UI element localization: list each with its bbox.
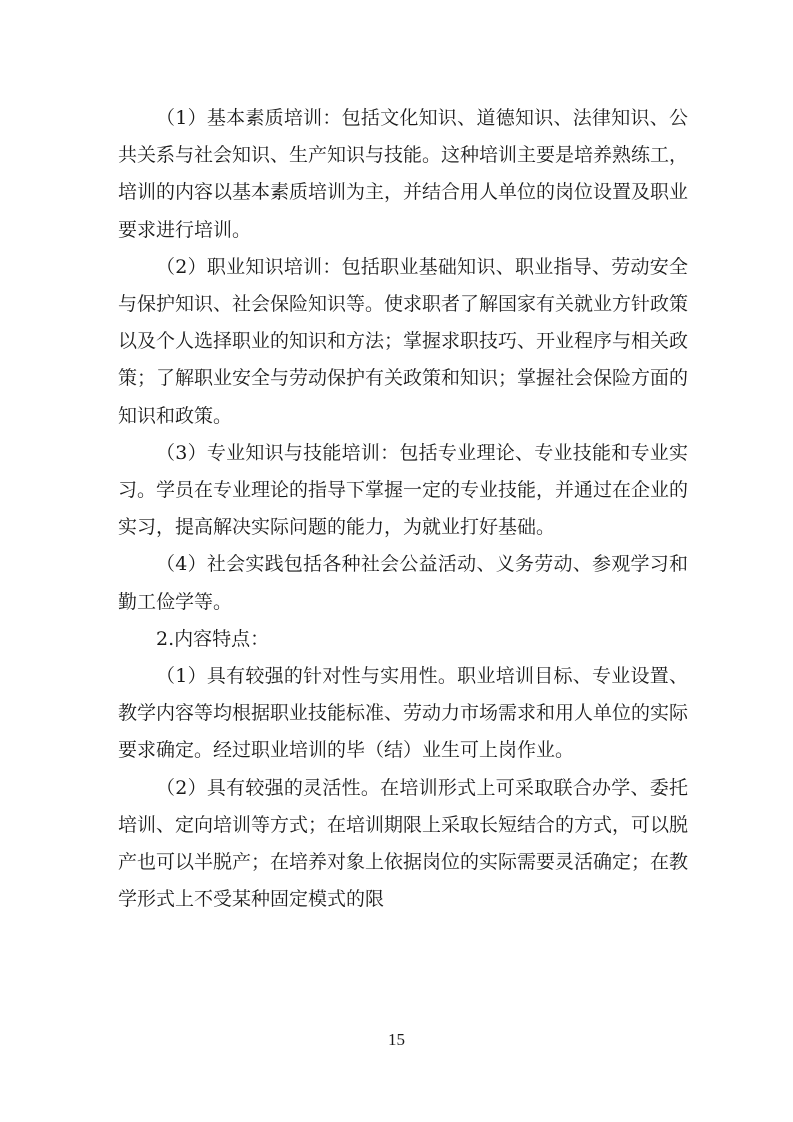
section-heading-content-features: 2.内容特点：: [156, 627, 270, 650]
paragraph-professional-skills: （3）专业知识与技能培训：包括专业理论、专业技能和专业实习。学员在专业理论的指导下掌握一定的专业技能，并通过在企业的实习，提高解决实际问题的能力，为就业打好基础。: [118, 441, 689, 539]
body-text: [118, 100, 688, 918]
paragraph-social-practice: （4）社会实践包括各种社会公益活动、义务劳动、参观学习和勤工俭学等。: [118, 553, 688, 613]
page-number: 15: [388, 1030, 405, 1049]
paragraph-flexibility: （2）具有较强的灵活性。在培训形式上可采取联合办学、委托培训、定向培训等方式；在培训期限上采取长短结合的方式，可以脱产也可以半脱产；在培养对象上依据岗位的实际需要灵活确定；在教学形式上不受某种固定模式的限: [118, 776, 689, 911]
paragraph-targeted-practical: （1）具有较强的针对性与实用性。职业培训目标、专业设置、教学内容等均根据职业技能标准、劳动力市场需求和用人单位的实际要求确定。经过职业培训的毕（结）业生可上岗作业。: [118, 665, 689, 762]
paragraph-basic-training: （1）基本素质培训：包括文化知识、道德知识、法律知识、公共关系与社会知识、生产知识与技能。这种培训主要是培养熟练工，培训的内容以基本素质培训为主，并结合用人单位的岗位设置及职业要求进行培训。: [118, 107, 689, 241]
paragraph-vocational-knowledge: （2）职业知识培训：包括职业基础知识、职业指导、劳动安全与保护知识、社会保险知识等。使求职者了解国家有关就业方针政策以及个人选择职业的知识和方法；掌握求职技巧、开业程序与相关政策；了解职业安全与劳动保护有关政策和知识；掌握社会保险方面的知识和政策。: [118, 255, 689, 427]
